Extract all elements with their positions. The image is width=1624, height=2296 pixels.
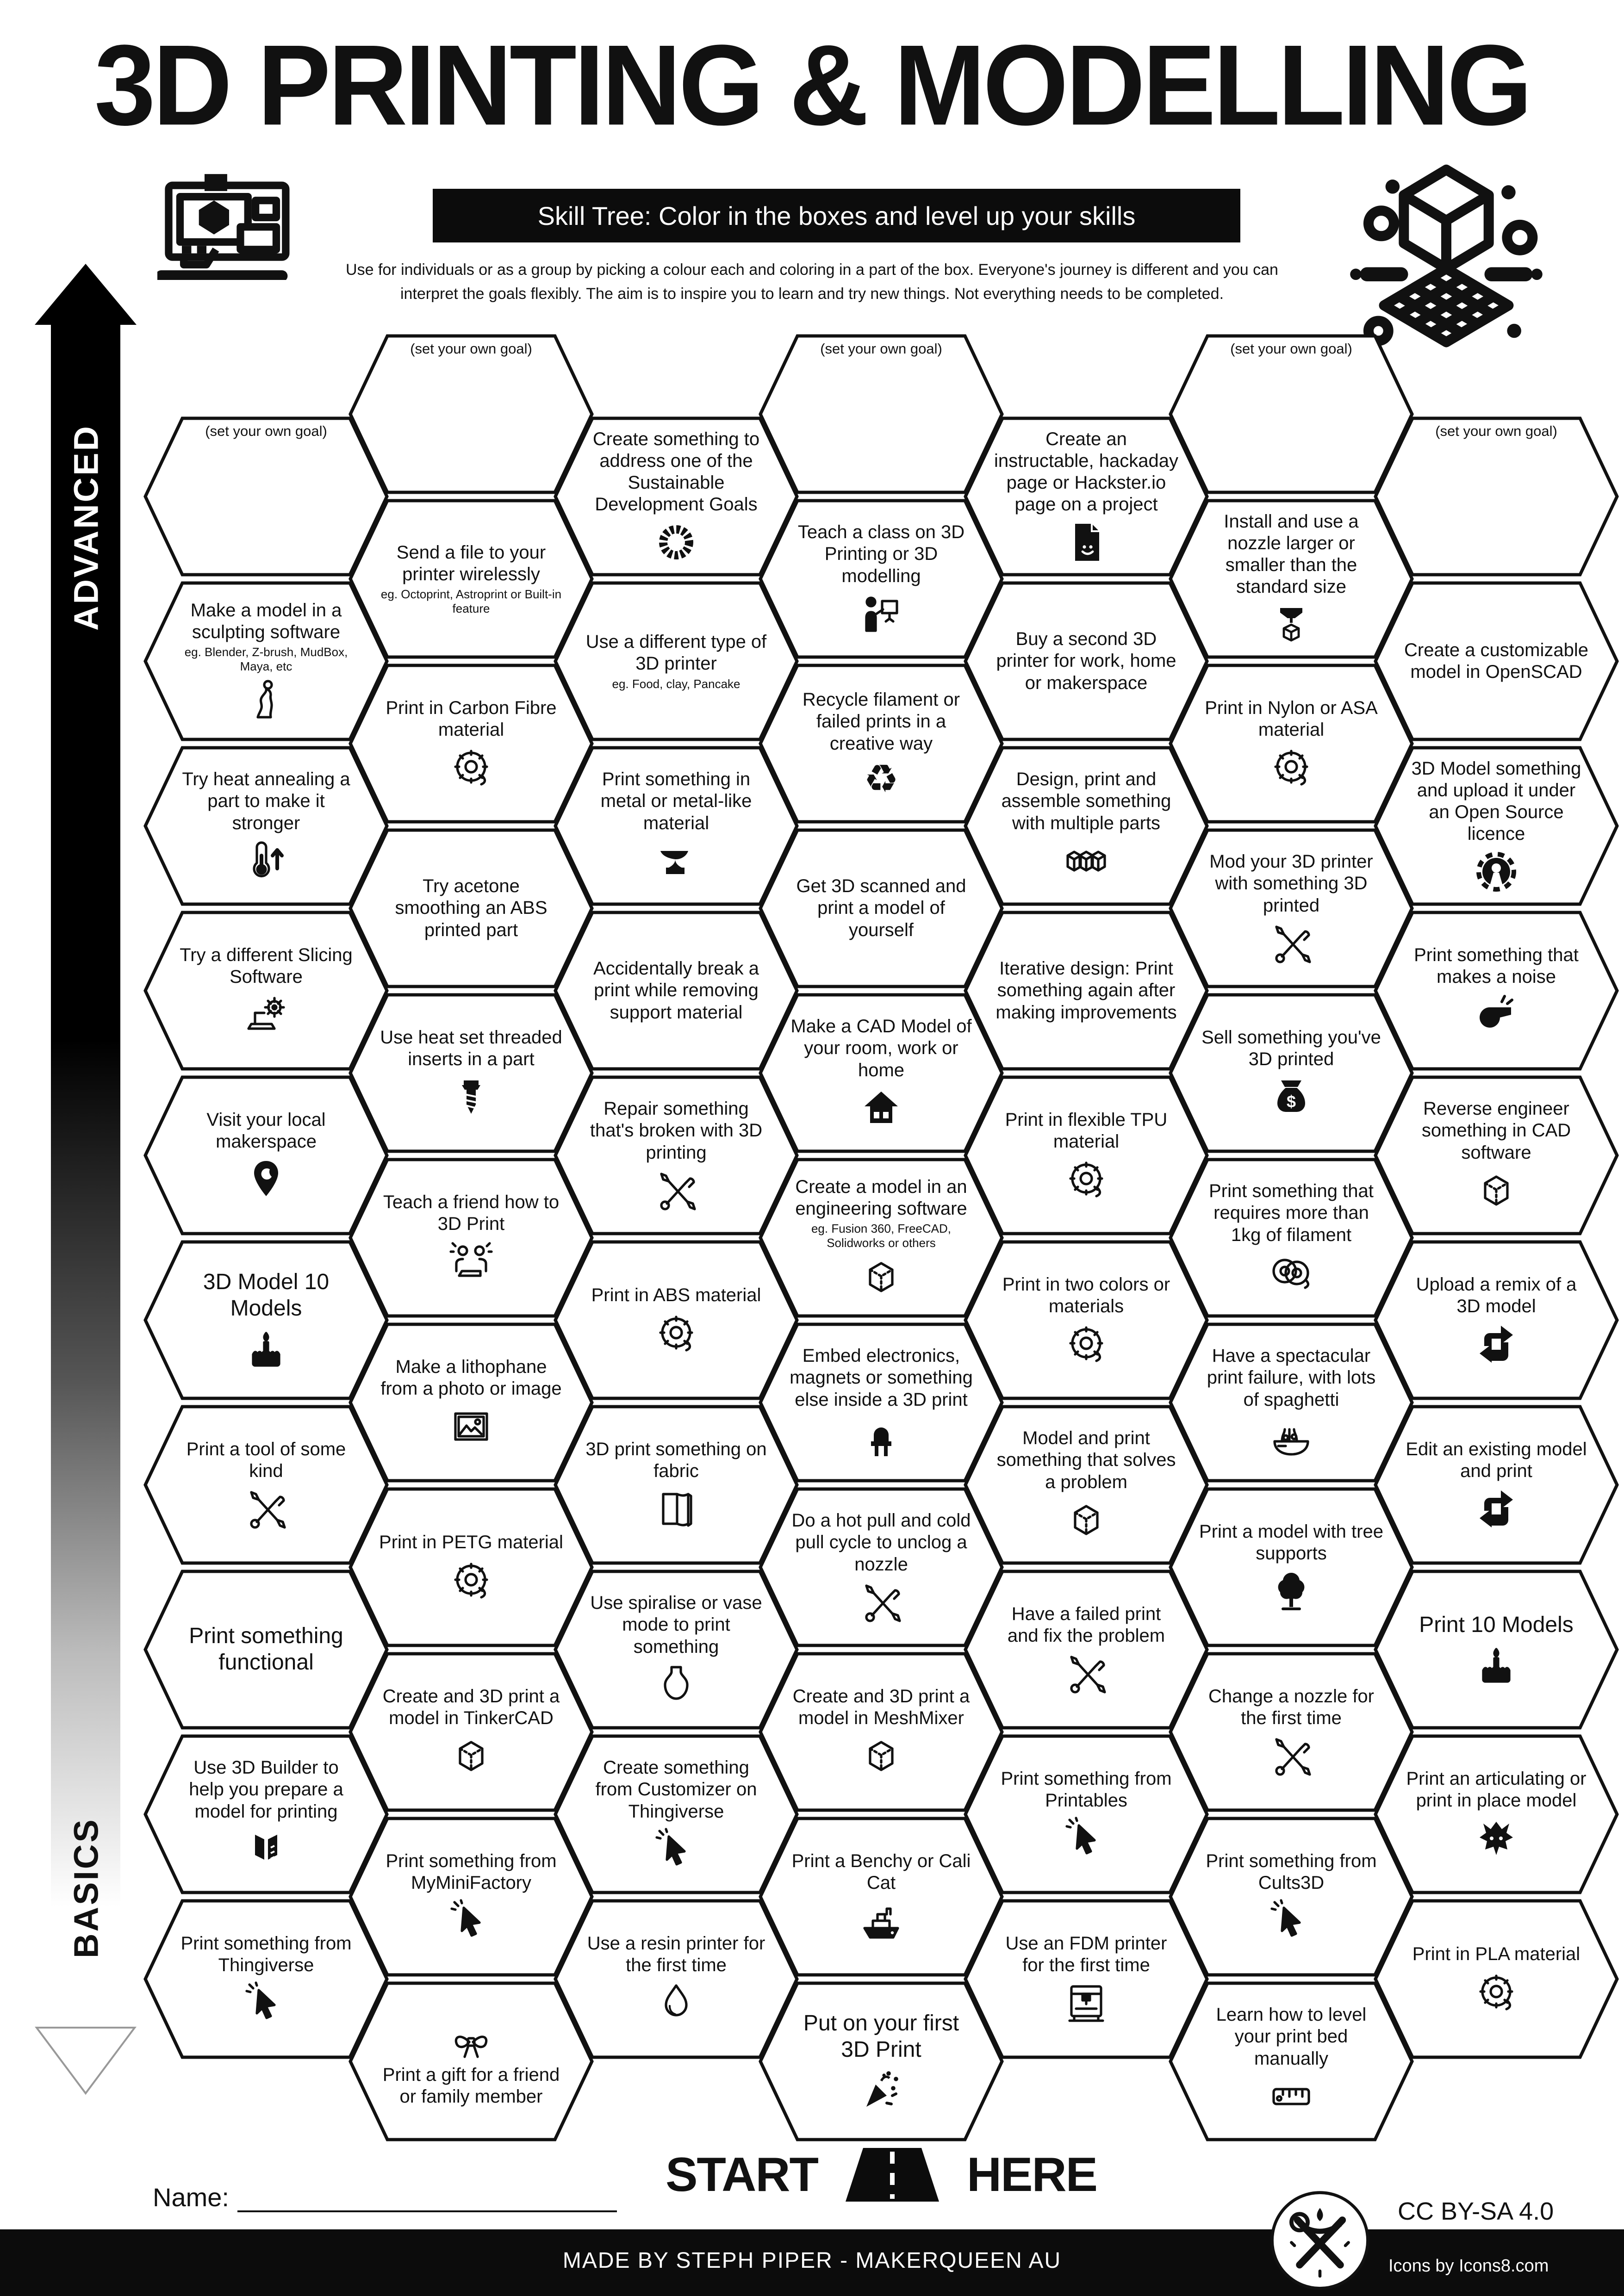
hex-label: Iterative design: Print something again after making improvements xyxy=(996,958,1177,1023)
cursor-icon xyxy=(1269,1899,1313,1943)
hex-label: Change a nozzle for the first time xyxy=(1208,1686,1374,1728)
hex-label: Mod your 3D printer with something 3D printed xyxy=(1209,851,1373,916)
hex-label: Learn how to level your print bed manually xyxy=(1216,2004,1367,2069)
cube-icon xyxy=(1474,1168,1518,1213)
hex-label: Use spiralise or vase mode to print something xyxy=(590,1593,762,1657)
hex-sublabel: eg. Fusion 360, FreeCAD, Solidworks or others xyxy=(811,1222,952,1250)
hex-label: Use 3D Builder to help you prepare a model for printing xyxy=(189,1757,343,1822)
hex-label: Print something from Cults3D xyxy=(1206,1850,1377,1893)
hex-label: (set your own goal) xyxy=(820,341,942,357)
hex-label: Send a file to your printer wirelessly xyxy=(396,542,546,584)
cake-icon xyxy=(244,1327,288,1371)
hex-label: Edit an existing model and print xyxy=(1406,1439,1587,1481)
tools-icon xyxy=(1064,1651,1108,1696)
hex-label: Model and print something that solves a problem xyxy=(996,1428,1176,1492)
tools-icon xyxy=(654,1168,698,1213)
screw-icon xyxy=(449,1075,493,1119)
makerqueen-logo-icon xyxy=(1269,2190,1371,2291)
spool-icon xyxy=(1064,1157,1108,1202)
remix-icon xyxy=(1474,1322,1518,1366)
moneybag-icon xyxy=(1269,1075,1313,1119)
hex-label: Use a resin printer for the first time xyxy=(587,1933,765,1975)
spool-icon xyxy=(1269,745,1313,790)
subtitle-text: Skill Tree: Color in the boxes and level up your skills xyxy=(537,201,1136,230)
laptopgear-icon xyxy=(244,993,288,1037)
hex-label: Print 10 Models xyxy=(1419,1612,1574,1637)
spool-icon xyxy=(449,1558,493,1603)
hex-label: 3D Model 10 Models xyxy=(203,1270,330,1321)
hex-label: Print something from MyMiniFactory xyxy=(386,1850,557,1893)
cube-icon xyxy=(859,1734,903,1778)
hex-label: Print in PETG material xyxy=(379,1532,563,1553)
hex-label: Create something from Customizer on Thingiverse xyxy=(595,1757,757,1822)
svg-text:$: $ xyxy=(1286,1092,1296,1111)
hex-label: Print in two colors or materials xyxy=(1002,1274,1170,1316)
sdg-icon xyxy=(654,520,698,565)
hex-label: Print an articulating or print in place model xyxy=(1406,1768,1587,1811)
teacher-icon xyxy=(859,592,903,636)
hex-label: Create and 3D print a model in TinkerCAD xyxy=(382,1686,560,1728)
hex-label: Design, print and assemble something with multiple parts xyxy=(1001,769,1171,833)
thermo-icon xyxy=(244,839,288,883)
spaghetti-icon xyxy=(1269,1415,1313,1460)
fabric-icon xyxy=(654,1487,698,1531)
house-icon xyxy=(859,1086,903,1130)
cubes3-icon xyxy=(1064,839,1108,883)
tools-icon xyxy=(1269,1734,1313,1778)
hex-label: Have a spectacular print failure, with lots of spaghetti xyxy=(1207,1346,1376,1410)
spool-icon xyxy=(1474,1970,1518,2015)
hex-reverse-engineer[interactable] xyxy=(1374,1075,1619,1235)
whistle-icon xyxy=(1474,993,1518,1037)
tree-icon xyxy=(1269,1569,1313,1613)
hex-label: Try acetone smoothing an ABS printed part xyxy=(395,876,548,940)
photo-icon xyxy=(449,1404,493,1449)
hex-label: Create a model in an engineering software xyxy=(795,1176,967,1219)
spool2-icon xyxy=(1269,1251,1313,1295)
builder-icon xyxy=(244,1827,288,1872)
hex-articulating-model[interactable] xyxy=(1374,1734,1619,1894)
hex-print-10-models[interactable] xyxy=(1374,1570,1619,1730)
name-input[interactable] xyxy=(237,2183,617,2212)
hex-label: Create something to address one of the Sustainable Development Goals xyxy=(592,428,760,515)
spool-icon xyxy=(654,1311,698,1356)
hex-label: Teach a class on 3D Printing or 3D modelling xyxy=(797,522,965,586)
hex-label: Print something in metal or metal-like material xyxy=(600,769,752,833)
page-title: 3D PRINTING & MODELLING xyxy=(94,21,1530,149)
hex-label: Reverse engineer something in CAD software xyxy=(1421,1098,1571,1163)
bow-icon xyxy=(449,2020,493,2064)
hex-label: Print in ABS material xyxy=(591,1285,761,1306)
opensource-icon xyxy=(1474,850,1518,894)
hex-open-source-licence[interactable] xyxy=(1374,746,1619,906)
hex-label: (set your own goal) xyxy=(1230,341,1352,357)
start-label: START xyxy=(666,2147,818,2202)
hex-label: Visit your local makerspace xyxy=(206,1109,326,1152)
hex-label: Print a Benchy or Cali Cat xyxy=(791,1850,971,1893)
hex-upload-a-remix[interactable] xyxy=(1374,1240,1619,1400)
doc-icon xyxy=(1064,520,1108,565)
hex-label: Create a customizable model in OpenSCAD xyxy=(1404,639,1588,682)
hex-label: Sell something you've 3D printed xyxy=(1201,1027,1381,1069)
intro-line-1: Use for individuals or as a group by picking a colour each and coloring in a part of the box. Everyone's journey is different and you can xyxy=(346,261,1278,279)
hex-label: 3D Model something and upload it under an Open Source licence xyxy=(1411,758,1581,844)
nozzle-icon xyxy=(1269,602,1313,647)
cursor-icon xyxy=(449,1899,493,1943)
basics-label: BASICS xyxy=(67,1818,106,1958)
hex-label: Use a different type of 3D printer xyxy=(585,632,767,674)
vase-icon xyxy=(654,1663,698,1707)
cake-icon xyxy=(1474,1643,1518,1687)
intro-line-2: interpret the goals flexibly. The aim is to inspire you to learn and try new things. Not everything needs to be completed. xyxy=(400,285,1224,303)
dragon-icon xyxy=(1474,1816,1518,1861)
tools-icon xyxy=(244,1487,288,1531)
name-label: Name: xyxy=(153,2183,229,2212)
hex-label: (set your own goal) xyxy=(205,423,327,439)
hex-label: (set your own goal) xyxy=(410,341,532,357)
here-label: HERE xyxy=(966,2147,1097,2202)
hex-label: Recycle filament or failed prints in a creative way xyxy=(802,689,960,754)
hex-label: Print something functional xyxy=(189,1624,343,1675)
friends-icon xyxy=(449,1240,493,1284)
footer-credit: MADE BY STEPH PIPER - MAKERQUEEN AU xyxy=(562,2248,1062,2273)
benchy-icon xyxy=(859,1899,903,1943)
anvil-icon xyxy=(654,839,698,883)
cursor-icon xyxy=(654,1827,698,1872)
hex-label: Print a gift for a friend or family member xyxy=(382,2064,560,2107)
icons-credit: Icons by Icons8.com xyxy=(1388,2256,1549,2276)
cursor-icon xyxy=(244,1981,288,2025)
hex-openscad[interactable] xyxy=(1374,581,1619,741)
advanced-label: ADVANCED xyxy=(67,424,106,631)
hex-label: Make a lithophane from a photo or image xyxy=(380,1356,562,1399)
hex-label: Upload a remix of a 3D model xyxy=(1416,1274,1577,1316)
hex-label: Create and 3D print a model in MeshMixer xyxy=(792,1686,970,1728)
hex-label: Print something that requires more than 1kg of filament xyxy=(1209,1181,1374,1245)
ruler-icon xyxy=(1269,2074,1313,2119)
hex-sublabel: eg. Blender, Z-brush, MudBox, Maya, etc xyxy=(184,645,348,674)
hex-label: Print in Carbon Fibre material xyxy=(386,697,557,740)
hex-label: Get 3D scanned and print a model of yourself xyxy=(796,876,966,940)
hex-label: Make a model in a sculpting software xyxy=(190,600,342,642)
cube-lattice-logo-icon xyxy=(1344,153,1548,352)
cc-license: CC BY-SA 4.0 xyxy=(1398,2197,1554,2225)
hex-sublabel: eg. Octoprint, Astroprint or Built-in feature xyxy=(380,587,562,616)
led-icon xyxy=(859,1415,903,1460)
hex-label: Print in Nylon or ASA material xyxy=(1205,697,1378,740)
hex-label: (set your own goal) xyxy=(1435,423,1557,439)
hex-label: 3D print something on fabric xyxy=(585,1439,767,1481)
spool-icon xyxy=(1064,1322,1108,1366)
hex-label: Do a hot pull and cold pull cycle to unclog a nozzle xyxy=(791,1510,971,1575)
hex-label: Repair something that's broken with 3D printing xyxy=(590,1098,763,1163)
hex-label: Print in PLA material xyxy=(1412,1944,1580,1965)
hex-label: Buy a second 3D printer for work, home or makerspace xyxy=(996,629,1176,693)
hex-label: Use heat set threaded inserts in a part xyxy=(380,1027,562,1069)
road-icon xyxy=(834,2145,950,2204)
hex-label: Accidentally break a print while removing support material xyxy=(593,958,759,1023)
hex-sublabel: eg. Food, clay, Pancake xyxy=(612,676,740,691)
hex-pla[interactable] xyxy=(1374,1899,1619,2059)
hex-label: Install and use a nozzle larger or smaller than the standard size xyxy=(1224,511,1359,597)
recycle-icon: ♻ xyxy=(864,757,899,800)
cube-icon xyxy=(449,1734,493,1778)
pin-icon xyxy=(244,1157,288,1202)
hex-label: Print in flexible TPU material xyxy=(1005,1109,1168,1152)
cube-icon xyxy=(1064,1498,1108,1542)
start-here xyxy=(650,2145,1113,2204)
hex-label: Make a CAD Model of your room, work or home xyxy=(790,1016,972,1080)
drop-icon xyxy=(654,1981,698,2025)
hex-label: Print something from Thingiverse xyxy=(180,1933,352,1975)
spool-icon xyxy=(449,745,493,790)
party-icon xyxy=(859,2068,903,2112)
basics-arrowhead xyxy=(35,2026,137,2095)
hex-label: Create an instructable, hackaday page or Hackster.io page on a project xyxy=(994,428,1179,515)
hex-label: Teach a friend how to 3D Print xyxy=(383,1191,560,1234)
statue-icon xyxy=(244,678,288,723)
cursor-icon xyxy=(1064,1816,1108,1861)
hex-label: Have a failed print and fix the problem xyxy=(1007,1603,1165,1646)
hex-label: Print something from Printables xyxy=(1001,1768,1172,1811)
hex-label: Try a different Slicing Software xyxy=(180,944,353,987)
hex-label: Try heat annealing a part to make it stronger xyxy=(182,769,350,833)
hex-label: Use an FDM printer for the first time xyxy=(1005,1933,1167,1975)
hex-goal-g[interactable] xyxy=(1374,416,1619,577)
cube-icon xyxy=(859,1255,903,1299)
hex-label: Put on your first 3D Print xyxy=(803,2011,959,2062)
tools-icon xyxy=(1269,921,1313,966)
hex-label: Embed electronics, magnets or something else inside a 3D print xyxy=(790,1346,973,1410)
hex-edit-existing-model[interactable] xyxy=(1374,1405,1619,1565)
hex-label: Print a model with tree supports xyxy=(1199,1521,1383,1564)
tools-icon xyxy=(859,1580,903,1625)
subtitle-banner xyxy=(433,189,1240,242)
printer-icon xyxy=(1064,1981,1108,2025)
remix-icon xyxy=(1474,1487,1518,1531)
hex-makes-a-noise[interactable] xyxy=(1374,911,1619,1071)
hex-label: Print a tool of some kind xyxy=(186,1439,346,1481)
hex-label: Print something that makes a noise xyxy=(1414,944,1579,987)
